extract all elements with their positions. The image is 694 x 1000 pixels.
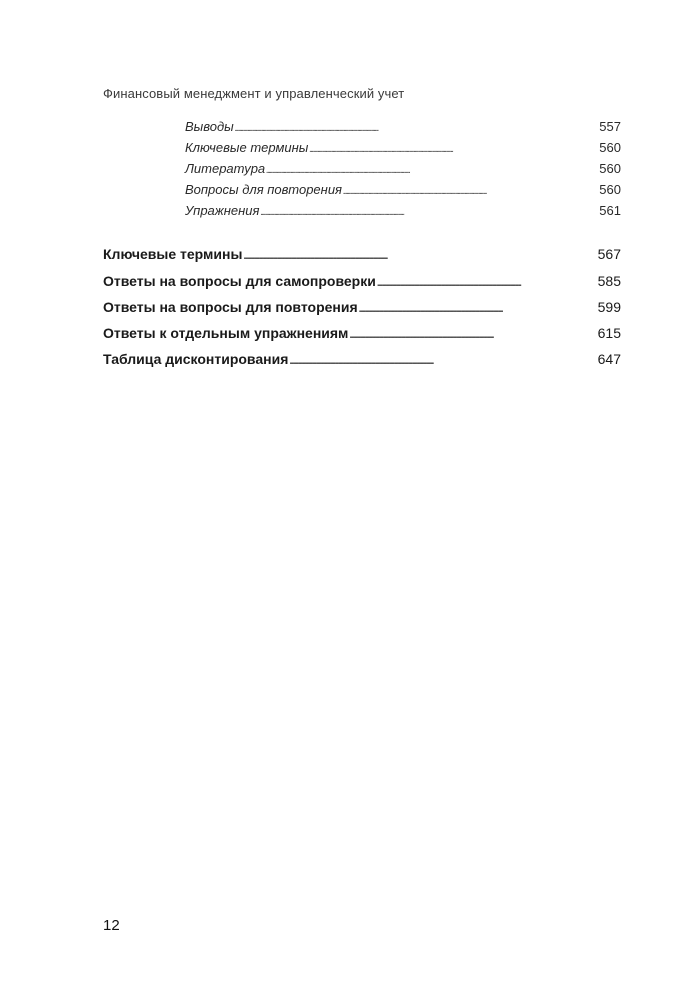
dot-leader xyxy=(359,299,597,315)
toc-entry-label: Выводы xyxy=(185,119,234,134)
dot-leader xyxy=(349,325,596,341)
toc-sub-entry xyxy=(185,161,621,176)
toc-entry-page: 567 xyxy=(597,246,621,262)
toc-sub-entry xyxy=(185,203,621,218)
toc-sub-entry xyxy=(185,119,621,134)
toc-main-entry xyxy=(103,299,621,315)
toc-main-entry xyxy=(103,246,621,262)
dot-leader xyxy=(309,140,598,155)
toc-sub-entry xyxy=(185,140,621,155)
dot-leader xyxy=(235,119,599,134)
toc-entry-page: 561 xyxy=(599,203,621,218)
toc-entry-page: 560 xyxy=(599,161,621,176)
dot-leader xyxy=(289,351,596,367)
toc-entry-label: Ключевые термины xyxy=(103,246,243,262)
toc-entry-label: Упражнения xyxy=(185,203,260,218)
toc-main-entry xyxy=(103,273,621,289)
running-head: Финансовый менеджмент и управленческий учет xyxy=(103,86,405,101)
dot-leader xyxy=(343,182,598,197)
toc-entry-label: Литература xyxy=(185,161,266,176)
toc-entry-page: 560 xyxy=(599,140,621,155)
toc-entry-label: Ключевые термины xyxy=(185,140,309,155)
toc-entry-page: 557 xyxy=(599,119,621,134)
toc-entry-label: Ответы на вопросы для самопроверки xyxy=(103,273,376,289)
dot-leader xyxy=(266,161,598,176)
dot-leader xyxy=(243,246,596,262)
toc-main-entry xyxy=(103,351,621,367)
toc-entry-label: Ответы к отдельным упражнениям xyxy=(103,325,349,341)
toc-entry-page: 647 xyxy=(597,351,621,367)
toc-entry-page: 560 xyxy=(599,182,621,197)
dot-leader xyxy=(260,203,598,218)
toc-main-entry xyxy=(103,325,621,341)
toc-entry-label: Ответы на вопросы для повторения xyxy=(103,299,358,315)
toc-entry-page: 615 xyxy=(597,325,621,341)
dot-leader xyxy=(377,273,597,289)
toc-entry-label: Вопросы для повторения xyxy=(185,182,342,197)
toc-entry-page: 599 xyxy=(597,299,621,315)
toc-entry-label: Таблица дисконтирования xyxy=(103,351,289,367)
page-number: 12 xyxy=(103,917,120,934)
toc-entry-page: 585 xyxy=(597,273,621,289)
toc-sub-entry xyxy=(185,182,621,197)
